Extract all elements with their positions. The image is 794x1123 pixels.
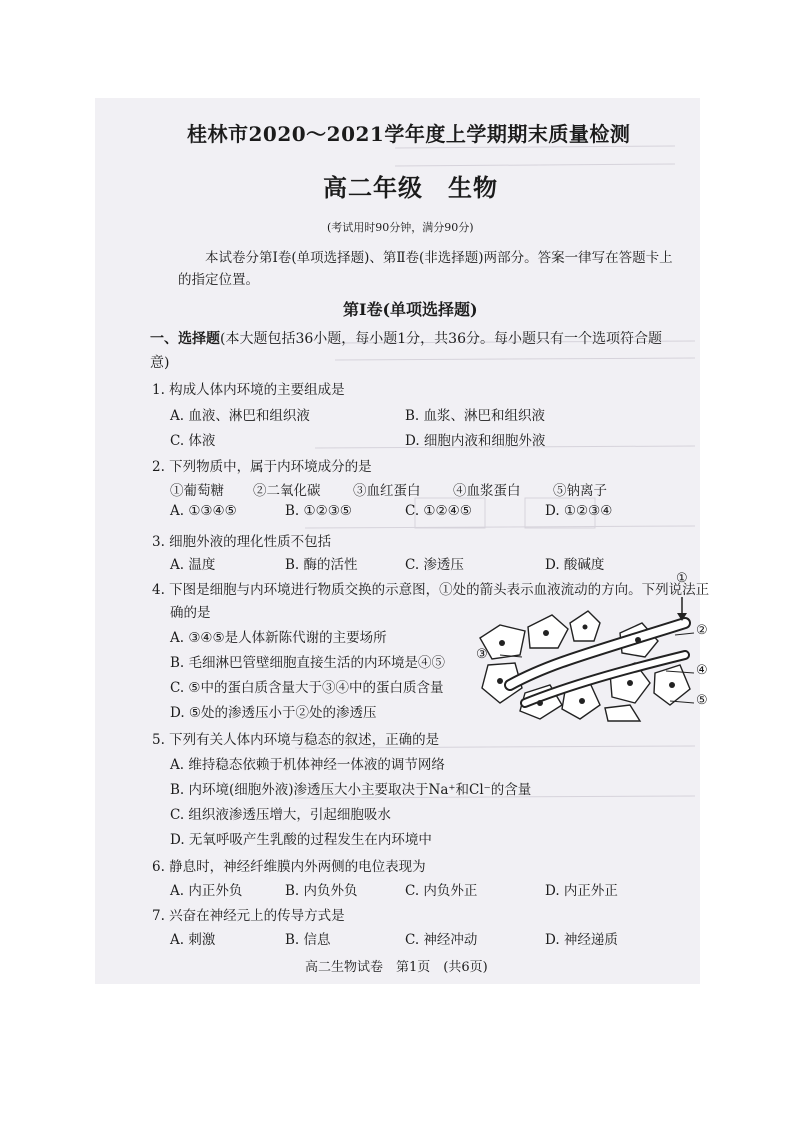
- question-7-stem: 7. 兴奋在神经元上的传导方式是: [152, 908, 345, 924]
- q6-option-c: C. 内负外正: [405, 883, 478, 899]
- q7-option-d: D. 神经递质: [545, 932, 618, 948]
- q7-option-a: A. 刺激: [170, 932, 216, 948]
- q7-option-c: C. 神经冲动: [405, 932, 478, 948]
- diagram-label-5: ⑤: [696, 693, 708, 708]
- section-heading: 一、选择题(本大题包括36小题，每小题1分，共36分。每小题只有一个选项符合题意): [150, 331, 662, 371]
- q5-option-d: D. 无氧呼吸产生乳酸的过程发生在内环境中: [170, 832, 432, 848]
- q7-option-b: B. 信息: [285, 932, 331, 948]
- page-footer: 高二生物试卷 第1页 (共6页): [305, 960, 488, 975]
- q1-option-c: C. 体液: [170, 433, 216, 449]
- exam-subtitle: 高二年级 生物: [323, 173, 498, 202]
- q5-option-c: C. 组织液渗透压增大，引起细胞吸水: [170, 807, 391, 823]
- q2-item-4: ④血浆蛋白: [453, 483, 521, 499]
- q2-option-b: B. ①②③⑤: [285, 503, 352, 519]
- intro-text: 本试卷分第Ⅰ卷(单项选择题)、第Ⅱ卷(非选择题)两部分。答案一律写在答题卡上的指定位置。: [178, 250, 673, 288]
- q3-option-a: A. 温度: [170, 557, 216, 573]
- q5-option-a: A. 维持稳态依赖于机体神经一体液的调节网络: [170, 757, 445, 773]
- q6-option-d: D. 内正外正: [545, 883, 618, 899]
- q1-option-d: D. 细胞内液和细胞外液: [405, 433, 546, 449]
- question-6-stem: 6. 静息时，神经纤维膜内外两侧的电位表现为: [152, 859, 426, 875]
- question-1-stem: 1. 构成人体内环境的主要组成是: [152, 382, 345, 398]
- diagram-drawing: [470, 593, 695, 723]
- q4-option-c: C. ⑤中的蛋白质含量大于③④中的蛋白质含量: [170, 680, 444, 696]
- question-5-stem: 5. 下列有关人体内环境与稳态的叙述，正确的是: [152, 732, 440, 748]
- diagram-label-2: ②: [696, 623, 708, 638]
- q1-option-a: A. 血液、淋巴和组织液: [170, 408, 310, 424]
- q4-option-a: A. ③④⑤是人体新陈代谢的主要场所: [170, 630, 387, 646]
- q3-option-b: B. 酶的活性: [285, 557, 358, 573]
- exam-title: 桂林市2020～2021学年度上学期期末质量检测: [187, 122, 631, 146]
- q2-item-5: ⑤钠离子: [553, 483, 607, 499]
- q2-item-1: ①葡萄糖: [170, 483, 224, 499]
- q2-option-a: A. ①③④⑤: [170, 503, 237, 519]
- diagram-label-1: ①: [676, 571, 688, 586]
- part1-title: 第Ⅰ卷(单项选择题): [343, 300, 478, 319]
- cell-environment-diagram: [470, 571, 708, 727]
- q2-option-d: D. ①②③④: [545, 503, 613, 519]
- q5-option-b: B. 内环境(细胞外液)渗透压大小主要取决于Na⁺和Cl⁻的含量: [170, 782, 532, 798]
- q3-option-d: D. 酸碱度: [545, 557, 605, 573]
- diagram-label-3: ③: [476, 647, 488, 662]
- question-4-stem: 4. 下图是细胞与内环境进行物质交换的示意图，①处的箭头表示血液流动的方向。下列说法正: [152, 582, 710, 598]
- q4-option-b: B. 毛细淋巴管壁细胞直接生活的内环境是④⑤: [170, 655, 446, 671]
- q4-option-d: D. ⑤处的渗透压小于②处的渗透压: [170, 705, 377, 721]
- question-4-stem-cont: 确的是: [170, 605, 211, 621]
- q6-option-b: B. 内负外负: [285, 883, 358, 899]
- q6-option-a: A. 内正外负: [170, 883, 243, 899]
- exam-page: [95, 98, 710, 984]
- diagram-label-4: ④: [696, 663, 708, 678]
- question-3-stem: 3. 细胞外液的理化性质不包括: [152, 534, 332, 550]
- q2-option-c: C. ①②④⑤: [405, 503, 472, 519]
- q1-option-b: B. 血浆、淋巴和组织液: [405, 408, 546, 424]
- q2-item-2: ②二氧化碳: [253, 483, 321, 499]
- time-note: (考试用时90分钟，满分90分): [327, 221, 474, 234]
- q3-option-c: C. 渗透压: [405, 557, 464, 573]
- q2-item-3: ③血红蛋白: [353, 483, 421, 499]
- question-2-stem: 2. 下列物质中，属于内环境成分的是: [152, 459, 372, 475]
